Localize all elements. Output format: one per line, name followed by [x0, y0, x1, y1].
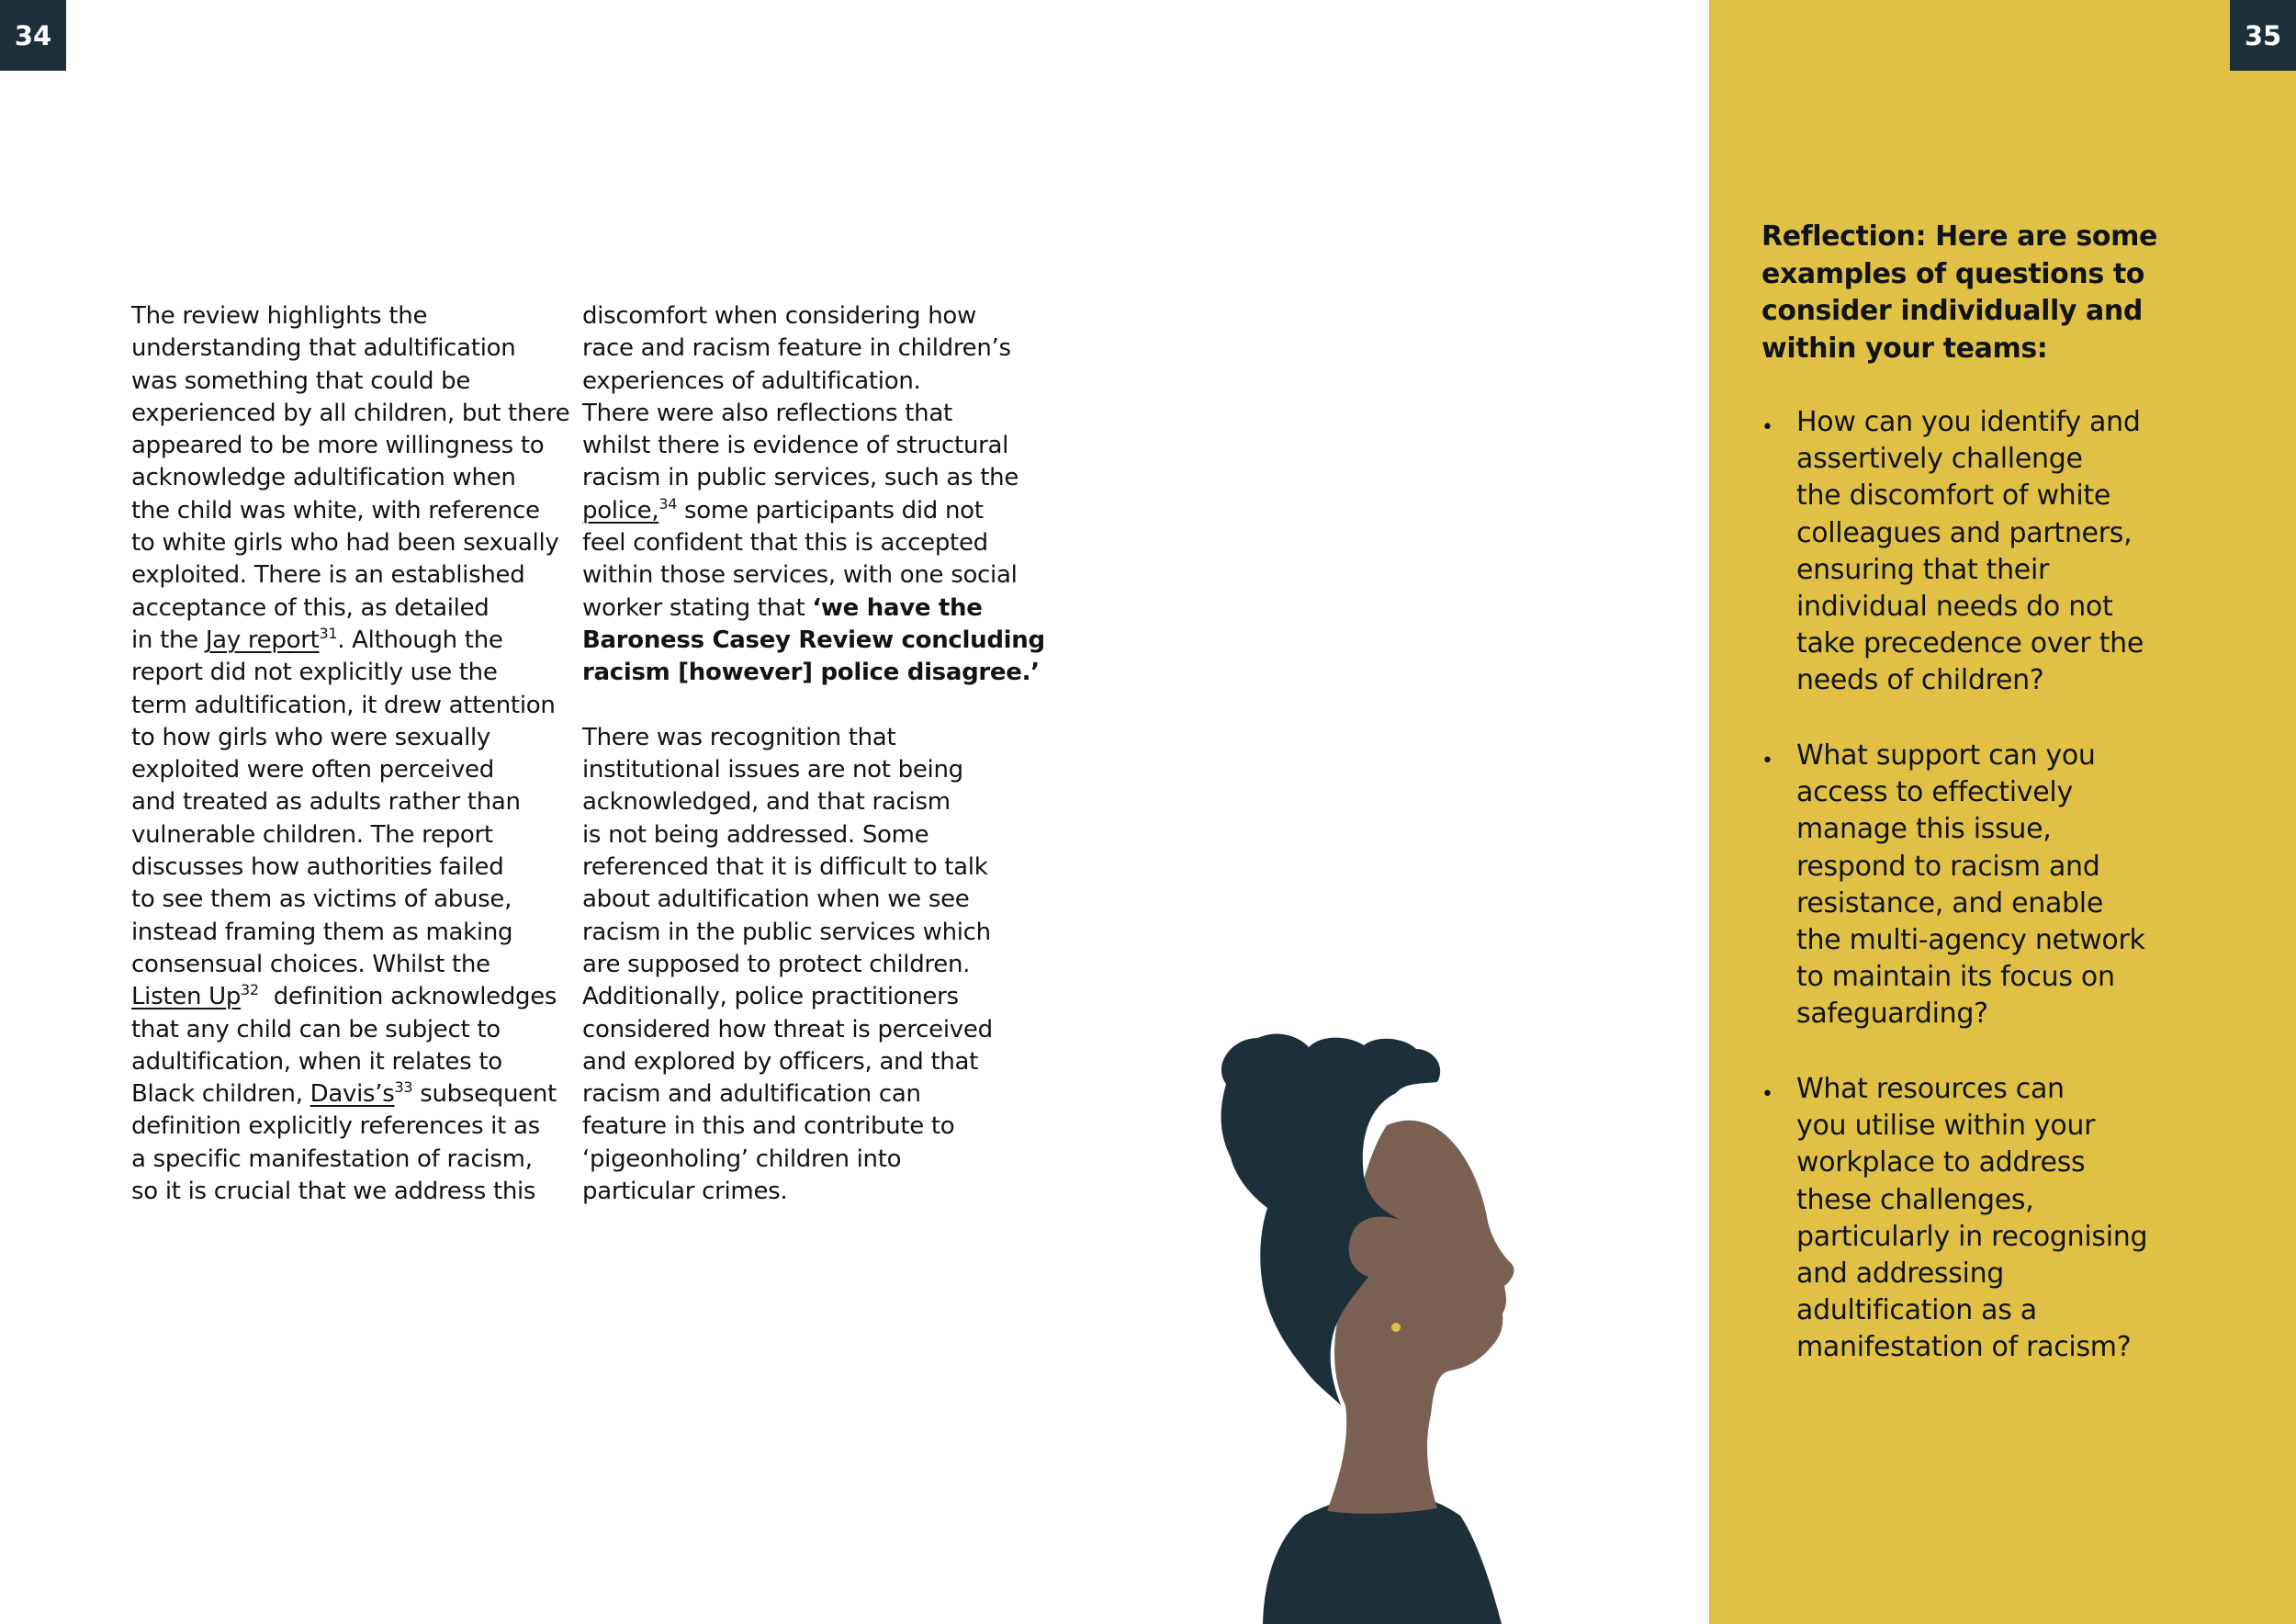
- text-line: The review highlights the: [131, 302, 428, 330]
- quote-text: Baroness Casey Review concluding: [582, 626, 1045, 654]
- text-line: racism in public services, such as the: [582, 464, 1019, 492]
- reflection-title: [1761, 219, 2157, 367]
- text-line: racism in the public services which: [582, 918, 991, 946]
- question-line: take precedence over the: [1796, 627, 2144, 660]
- text-line: discomfort when considering how: [582, 302, 976, 330]
- text-line: There was recognition that: [582, 723, 896, 751]
- body-column-2: [582, 300, 1045, 1208]
- text-line: exploited. There is an established: [131, 561, 525, 590]
- text-line: experienced by all children, but there: [131, 399, 570, 427]
- text-line: that any child can be subject to: [131, 1015, 501, 1043]
- text-line: ‘pigeonholing’ children into: [582, 1145, 902, 1173]
- footnote-ref-33: 33: [394, 1078, 413, 1097]
- text-line: adultification, when it relates to: [131, 1047, 502, 1076]
- text-line: about adultification when we see: [582, 885, 970, 914]
- text-line: There were also reflections that: [582, 399, 952, 427]
- paragraph-gap: [582, 690, 1045, 722]
- profile-silhouette-illustration: [1176, 1029, 1598, 1624]
- text-line: instead framing them as making: [131, 918, 513, 946]
- bullet-icon: •: [1761, 1083, 1773, 1106]
- question-line: manage this issue,: [1796, 813, 2052, 846]
- question-line: the discomfort of white: [1796, 479, 2111, 513]
- footnote-ref-32: 32: [241, 981, 259, 999]
- bullet-icon: •: [1761, 750, 1773, 773]
- text-line: to how girls who were sexually: [131, 723, 491, 751]
- question-line: access to effectively: [1796, 776, 2073, 809]
- text-line: definition explicitly references it as: [131, 1112, 540, 1141]
- text-line: considered how threat is perceived: [582, 1015, 993, 1043]
- text-line: institutional issues are not being: [582, 756, 963, 784]
- text-line: race and racism feature in children’s: [582, 334, 1011, 363]
- question-line: respond to racism and: [1796, 850, 2100, 883]
- text-line: and treated as adults rather than: [131, 788, 521, 817]
- text-line: to see them as victims of abuse,: [131, 885, 512, 914]
- body-column-1: [131, 300, 569, 1208]
- listen-up-link[interactable]: Listen Up: [131, 983, 242, 1011]
- question-line: safeguarding?: [1796, 998, 1988, 1031]
- text-line: feature in this and contribute to: [582, 1112, 955, 1141]
- text-line: in the Jay report$^{31}$. Although the: [131, 624, 503, 654]
- text-line: and explored by officers, and that: [582, 1047, 979, 1076]
- text-line: report did not explicitly use the: [131, 659, 498, 687]
- text-line: [582, 657, 1045, 689]
- text-line: acceptance of this, as detailed: [131, 593, 490, 622]
- question-line: workplace to address: [1796, 1146, 2086, 1179]
- text-line: acknowledge adultification when: [131, 464, 516, 492]
- question-line: these challenges,: [1796, 1183, 2034, 1216]
- text-line: within those services, with one social: [582, 561, 1018, 590]
- text-line: are supposed to protect children.: [582, 950, 971, 978]
- text-line: a specific manifestation of racism,: [131, 1145, 533, 1173]
- text-line: whilst there is evidence of structural: [582, 432, 1009, 460]
- police-link[interactable]: police,: [582, 496, 659, 524]
- earring-shape: [1391, 1323, 1401, 1332]
- title-line: Reflection: Here are some: [1761, 220, 2157, 253]
- text-line: term adultification, it drew attention: [131, 691, 556, 719]
- text-line: exploited were often perceived: [131, 756, 494, 784]
- text-line: was something that could be: [131, 367, 471, 395]
- text-line: police,$^{34}$ some participants did not: [582, 494, 984, 524]
- question-line: and addressing: [1796, 1257, 2005, 1291]
- text-line: particular crimes.: [582, 1178, 788, 1206]
- text-line: Listen Up$^{32}$ definition acknowledges: [131, 981, 557, 1011]
- page-number-right: 35: [2230, 0, 2296, 71]
- text-line: [582, 625, 1045, 657]
- question-line: adultification as a: [1796, 1294, 2037, 1327]
- question-line: to maintain its focus on: [1796, 961, 2115, 994]
- title-line: consider individually and: [1761, 295, 2143, 327]
- text-line: worker stating that ‘we have the: [582, 593, 983, 622]
- question-line: the multi-agency network: [1796, 924, 2145, 957]
- question-line: What resources can: [1796, 1073, 2065, 1105]
- text-line: consensual choices. Whilst the: [131, 950, 490, 978]
- davis-link[interactable]: Davis’s: [310, 1080, 395, 1109]
- quote-text: racism [however] police disagree.’: [582, 659, 1040, 687]
- jay-report-link[interactable]: Jay report: [205, 626, 320, 654]
- text-line: acknowledged, and that racism: [582, 788, 951, 817]
- text-line: Black children, $Davis’s^{33}$ subsequent: [131, 1078, 557, 1109]
- question-line: resistance, and enable: [1796, 886, 2103, 919]
- question-line: particularly in recognising: [1796, 1220, 2148, 1253]
- text-line: experiences of adultification.: [582, 367, 921, 395]
- text-line: appeared to be more willingness to: [131, 432, 545, 460]
- footnote-ref-31: 31: [319, 624, 338, 642]
- text-line: to white girls who had been sexually: [131, 529, 559, 558]
- text-line: the child was white, with reference: [131, 496, 540, 524]
- question-line: ensuring that their: [1796, 553, 2050, 586]
- text-line: referenced that it is difficult to talk: [582, 853, 988, 882]
- text-line: vulnerable children. The report: [131, 820, 493, 849]
- text-line: understanding that adultification: [131, 334, 516, 363]
- text-line: racism and adultification can: [582, 1080, 921, 1109]
- text-line: is not being addressed. Some: [582, 820, 929, 849]
- page-number-left: 34: [0, 0, 66, 71]
- text-line: Additionally, police practitioners: [582, 983, 959, 1011]
- bullet-icon: •: [1761, 416, 1773, 439]
- question-line: How can you identify and: [1796, 406, 2141, 438]
- question-line: assertively challenge: [1796, 443, 2083, 476]
- question-line: manifestation of racism?: [1796, 1331, 2132, 1364]
- question-line: What support can you: [1796, 739, 2096, 772]
- title-line: examples of questions to: [1761, 257, 2144, 290]
- question-line: needs of children?: [1796, 664, 2044, 697]
- footnote-ref-34: 34: [658, 494, 678, 513]
- question-line: individual needs do not: [1796, 591, 2113, 624]
- title-line: within your teams:: [1761, 332, 2048, 365]
- text-line: feel confident that this is accepted: [582, 529, 988, 558]
- question-line: you utilise within your: [1796, 1110, 2096, 1143]
- text-line: discusses how authorities failed: [131, 853, 504, 882]
- question-line: colleagues and partners,: [1796, 516, 2133, 549]
- quote-text: ‘we have the: [812, 593, 983, 622]
- text-line: so it is crucial that we address this: [131, 1178, 536, 1206]
